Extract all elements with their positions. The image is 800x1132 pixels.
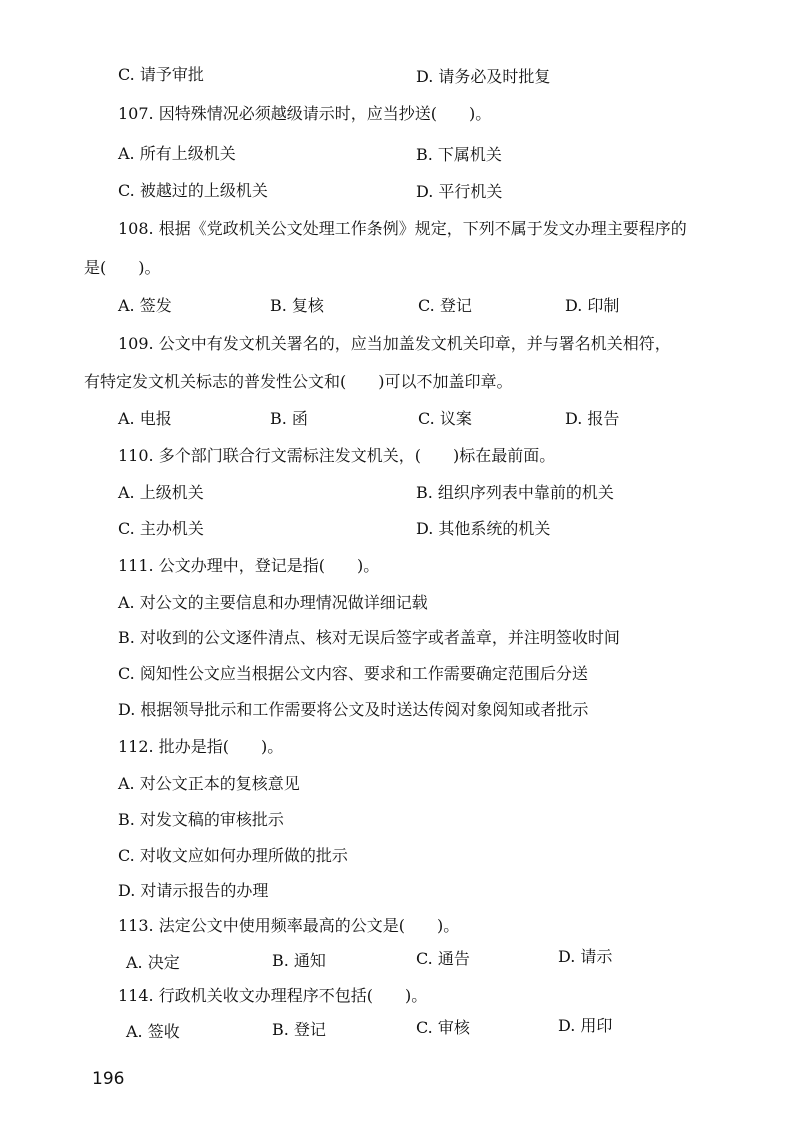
q109-option-d: D. 报告 xyxy=(565,409,620,428)
q114-option-c: C. 审核 xyxy=(416,1018,470,1037)
q111-option-d: D. 根据领导批示和工作需要将公文及时送达传阅对象阅知或者批示 xyxy=(118,700,589,719)
q108-stem-line-1: 108. 根据《党政机关公文处理工作条例》规定，下列不属于发文办理主要程序的 xyxy=(118,219,687,238)
q108-option-a: A. 签发 xyxy=(118,296,172,315)
q107-option-d: D. 平行机关 xyxy=(416,182,503,201)
q112-stem: 112. 批办是指( )。 xyxy=(118,737,284,756)
q113-option-a: A. 决定 xyxy=(126,953,180,972)
q109-option-c: C. 议案 xyxy=(418,409,472,428)
q110-option-d: D. 其他系统的机关 xyxy=(416,519,551,538)
q107-stem: 107. 因特殊情况必须越级请示时，应当抄送( )。 xyxy=(118,104,492,123)
q106-option-c: C. 请予审批 xyxy=(118,65,204,84)
q114-option-b: B. 登记 xyxy=(272,1020,326,1039)
q107-option-c: C. 被越过的上级机关 xyxy=(118,181,268,200)
q111-stem: 111. 公文办理中，登记是指( )。 xyxy=(118,556,380,575)
q113-option-c: C. 通告 xyxy=(416,949,470,968)
q109-stem-line-1: 109. 公文中有发文机关署名的，应当加盖发文机关印章，并与署名机关相符， xyxy=(118,334,671,353)
q108-stem-line-2: 是( )。 xyxy=(84,258,161,277)
q108-option-d: D. 印制 xyxy=(565,296,620,315)
q110-option-a: A. 上级机关 xyxy=(118,483,204,502)
q109-stem-line-2: 有特定发文机关标志的普发性公文和( )可以不加盖印章。 xyxy=(84,372,513,391)
q106-option-d: D. 请务必及时批复 xyxy=(416,67,551,86)
q113-stem: 113. 法定公文中使用频率最高的公文是( )。 xyxy=(118,916,460,935)
q109-option-b: B. 函 xyxy=(270,409,308,428)
q109-option-a: A. 电报 xyxy=(118,409,172,428)
q110-option-c: C. 主办机关 xyxy=(118,519,204,538)
q112-option-c: C. 对收文应如何办理所做的批示 xyxy=(118,846,348,865)
q110-option-b: B. 组织序列表中靠前的机关 xyxy=(416,483,614,502)
q110-stem: 110. 多个部门联合行文需标注发文机关，( )标在最前面。 xyxy=(118,446,556,465)
q108-option-c: C. 登记 xyxy=(418,296,472,315)
q114-option-d: D. 用印 xyxy=(558,1016,613,1035)
q113-option-b: B. 通知 xyxy=(272,951,326,970)
q107-option-a: A. 所有上级机关 xyxy=(118,144,236,163)
q112-option-d: D. 对请示报告的办理 xyxy=(118,881,269,900)
q112-option-b: B. 对发文稿的审核批示 xyxy=(118,810,284,829)
q112-option-a: A. 对公文正本的复核意见 xyxy=(118,774,300,793)
q111-option-c: C. 阅知性公文应当根据公文内容、要求和工作需要确定范围后分送 xyxy=(118,664,588,683)
q107-option-b: B. 下属机关 xyxy=(416,145,502,164)
q114-option-a: A. 签收 xyxy=(126,1022,180,1041)
q108-option-b: B. 复核 xyxy=(270,296,324,315)
q113-option-d: D. 请示 xyxy=(558,947,613,966)
q111-option-a: A. 对公文的主要信息和办理情况做详细记载 xyxy=(118,593,428,612)
q111-option-b: B. 对收到的公文逐件清点、核对无误后签字或者盖章，并注明签收时间 xyxy=(118,628,620,647)
page-number: 196 xyxy=(92,1069,125,1089)
q114-stem: 114. 行政机关收文办理程序不包括( )。 xyxy=(118,986,428,1005)
